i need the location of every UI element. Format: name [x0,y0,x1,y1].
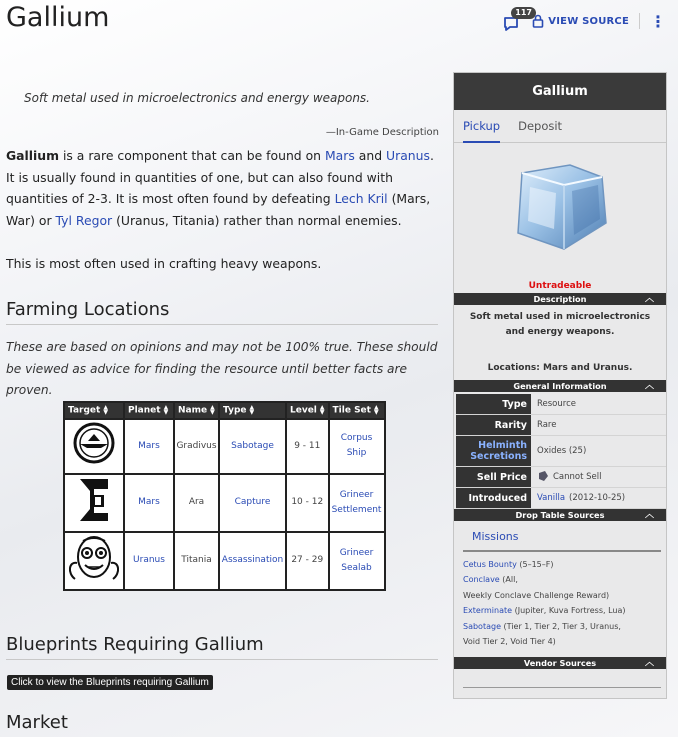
info-value [531,415,666,435]
column-header[interactable] [330,403,384,418]
tileset-cell [330,475,384,531]
column-header-label: Name [178,405,208,416]
planet-cell [125,475,173,531]
usage-paragraph: This is most often used in crafting heavy weapons. [6,256,322,271]
tileset-link[interactable]: Corpus Ship [340,433,373,458]
column-header-label: Planet [128,405,161,416]
column-header[interactable] [287,403,328,418]
drop-source-line [463,588,666,603]
description-section-header[interactable] [454,293,666,305]
inline-link[interactable]: Uranus [386,148,430,163]
infobox-divider [463,687,661,688]
drop-source-line [463,619,666,634]
column-header[interactable] [175,403,218,418]
info-value-text: (2012-10-25) [569,493,626,503]
gallium-image [454,143,666,271]
info-row [456,488,666,509]
general-info-section-header[interactable] [454,380,666,392]
table-row [65,475,384,531]
name-cell [175,533,218,589]
table-row [65,533,384,589]
quote-citation: —In-Game Description [325,127,439,138]
tyl-regor-target-icon[interactable] [65,576,123,586]
sort-icon[interactable]: ▲ ▼ [103,404,108,416]
vendor-sources-header-label: Vendor Sources [523,658,597,668]
infobox-title: Gallium [454,73,666,110]
sort-icon[interactable]: ▲ ▼ [163,404,169,416]
level-cell [287,533,328,589]
credits-icon [537,470,549,485]
info-value-text: Cannot Sell [553,472,602,482]
info-value [531,467,666,487]
table-row [65,420,384,473]
paragraph-text: (Mars, War) or [6,191,431,228]
inline-link[interactable]: Tyl Regor [55,212,113,228]
sort-icon[interactable]: ▲ ▼ [210,404,215,416]
info-row [456,467,666,488]
sort-icon[interactable]: ▲ ▼ [319,404,325,416]
intro-paragraph [6,145,438,231]
sort-icon[interactable]: ▲ ▼ [249,404,255,416]
page-actions [502,8,666,32]
info-key: Introduced [456,488,531,508]
planet-cell [125,533,173,589]
infobox-tabs [454,110,666,143]
tab-pickup[interactable]: Pickup [463,119,500,143]
level-cell [287,475,328,531]
type-cell [220,475,285,531]
info-value [531,488,666,508]
level-cell [287,420,328,473]
target-cell [65,475,123,531]
info-row [456,415,666,436]
name-text: Gradivus [176,440,217,451]
column-header[interactable] [125,403,173,418]
info-value-text: Resource [537,399,576,409]
tileset-cell [330,420,384,473]
info-value [531,436,666,466]
column-header[interactable] [65,403,123,418]
target-cell [65,420,123,473]
farming-heading: Farming Locations [6,299,438,325]
name-cell [175,475,218,531]
grineer-target-icon[interactable] [72,458,116,468]
drop-source-text: Weekly Conclave Challenge Reward) [463,590,610,600]
chevron-up-icon[interactable]: ︿ [644,658,654,668]
planet-cell [125,420,173,473]
info-row [456,394,666,415]
level-text: 27 - 29 [291,555,324,565]
type-cell [220,420,285,473]
info-value [531,394,666,414]
view-source-label: VIEW SOURCE [548,15,629,27]
name-text: Titania [181,555,212,565]
drop-source-text: (Tier 1, Tier 2, Tier 3, Uranus, [501,621,621,631]
info-key: Type [456,394,531,414]
talk-button[interactable] [502,8,532,32]
inline-link[interactable]: Lech Kril [334,191,388,206]
info-key[interactable]: Helminth Secretions [456,436,531,466]
drop-source-link[interactable]: Cetus Bounty [463,560,517,569]
description-header-label: Description [533,294,587,304]
chevron-up-icon[interactable]: ︿ [644,381,654,391]
drop-source-line [463,557,666,572]
column-header-label: Type [223,405,247,416]
type-link[interactable]: Capture [234,497,271,507]
farming-note: These are based on opinions and may not be 100% true. These should be viewed as advice for finding the resource until better facts are proven. [6,340,438,397]
drop-source-text: (All, [499,575,518,585]
blueprints-heading: Blueprints Requiring Gallium [6,634,438,660]
info-row [456,436,666,467]
tab-missions[interactable]: Missions [463,530,661,552]
paragraph-text: . It is usually found in quantities of one, but can also found with quantities of 2-3. It is most often found by defeating [6,148,434,206]
chevron-up-icon[interactable]: ︿ [644,510,654,520]
column-header[interactable] [220,403,285,418]
tileset-link[interactable]: Grineer Sealab [339,547,374,573]
type-link[interactable]: Sabotage [231,440,274,451]
infobox [453,72,667,699]
inline-link[interactable]: Mars [324,148,355,163]
paragraph-text: and [354,148,387,163]
column-header-label: Tile Set [332,405,371,416]
item-name: Gallium [6,148,60,163]
planet-link[interactable]: Uranus [133,555,165,565]
type-cell [220,533,285,589]
market-heading: Market [6,712,68,733]
level-text: 9 - 11 [294,440,321,451]
drop-source-line [463,634,666,649]
infobox-description: Soft metal used in microelectronics and energy weapons. [469,312,651,337]
chevron-up-icon[interactable]: ︿ [644,294,654,304]
name-cell [175,420,218,473]
introduced-link[interactable]: Vanilla [537,493,566,503]
drop-table-header-label: Drop Table Sources [515,510,605,520]
view-blueprints-button[interactable]: Click to view the Blueprints requiring Gallium [7,675,213,690]
drop-source-link[interactable]: Sabotage [463,621,501,631]
planet-link[interactable]: Mars [138,440,160,451]
tileset-cell [330,533,384,589]
corpus-target-icon[interactable] [74,518,114,528]
drop-table-section-header[interactable] [454,509,666,521]
infobox-locations: Locations: Mars and Uranus. [487,363,633,373]
untradeable-label: Untradeable [528,281,592,291]
info-key: Sell Price [456,467,531,487]
drop-source-link[interactable]: Exterminate [463,606,513,616]
talk-count-badge: 117 [511,7,536,19]
more-options-icon[interactable]: ⋮ [650,11,666,31]
drop-source-line [463,572,666,587]
sort-icon[interactable]: ▲ ▼ [373,404,379,416]
drop-source-text: (5–15–F) [516,560,554,569]
drop-source-link[interactable]: Conclave [463,575,500,585]
paragraph-text: (Uranus, Titania) rather than normal enemies. [112,212,402,228]
tileset-link[interactable]: Grineer Settlement [331,489,382,515]
general-info-rows [454,392,666,509]
page-title: Gallium [6,2,110,33]
drop-source-text: (Jupiter, Kuva Fortress, Lua) [512,606,626,616]
target-cell [65,533,123,589]
general-info-header-label: General Information [513,381,607,391]
info-value-text: Oxides (25) [537,446,587,456]
drop-source-text: Void Tier 2, Void Tier 4) [463,637,556,647]
view-source-button[interactable] [532,14,629,28]
column-header-label: Target [68,405,101,416]
info-value-text: Rare [537,420,557,430]
column-header-label: Level [290,405,317,416]
info-key: Rarity [456,415,531,435]
farming-table [63,401,386,591]
name-text: Ara [188,497,205,507]
type-link[interactable]: Assassination [221,555,284,565]
paragraph-text: is a rare component that can be found on [59,148,325,163]
in-game-quote: Soft metal used in microelectronics and energy weapons. [24,91,370,105]
tab-deposit[interactable]: Deposit [518,119,563,133]
planet-link[interactable]: Mars [138,497,160,507]
drop-source-line [463,603,666,618]
vendor-sources-section-header[interactable] [454,657,666,669]
level-text: 10 - 12 [291,497,324,507]
toolbar-divider [639,13,640,29]
drop-sources-list [454,552,666,657]
